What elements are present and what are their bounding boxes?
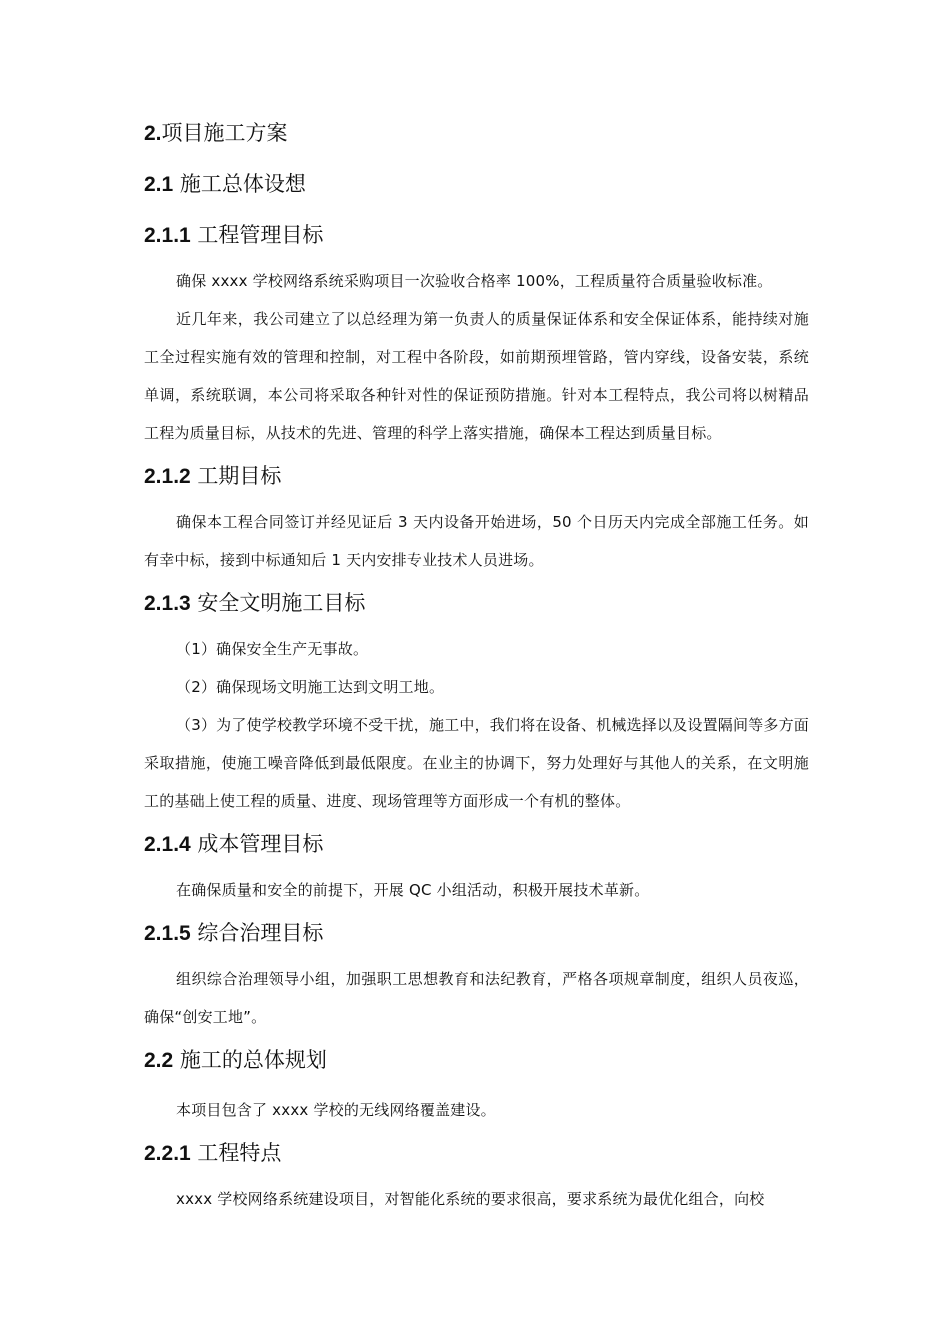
heading-number: 2.1.2 (144, 465, 191, 488)
heading-text: 项目施工方案 (161, 121, 288, 145)
document-body (144, 113, 809, 1218)
heading-number: 2.2.1 (144, 1142, 191, 1165)
paragraph-project-scope: 本项目包含了 xxxx 学校的无线网络覆盖建设。 (176, 1101, 496, 1119)
heading-number: 2.1.4 (144, 833, 191, 856)
list-item-safety-2: （2）确保现场文明施工达到文明工地。 (176, 678, 445, 696)
heading-number: 2.1.3 (144, 592, 191, 615)
heading-2 (144, 113, 809, 154)
paragraph-governance-target: 组织综合治理领导小组，加强职工思想教育和法纪教育，严格各项规章制度，组织人员夜巡，确保“创安工地”。 (144, 970, 809, 1026)
heading-text: 工程管理目标 (190, 223, 324, 247)
paragraph-project-features: xxxx 学校网络系统建设项目，对智能化系统的要求很高，要求系统为最优化组合，向校 (176, 1190, 765, 1208)
heading-2-1-3 (144, 583, 809, 624)
heading-2-2-1 (144, 1133, 809, 1174)
heading-text: 综合治理目标 (190, 921, 324, 945)
heading-number: 2. (144, 122, 162, 145)
heading-text: 施工的总体规划 (173, 1048, 327, 1072)
paragraph-quality-target: 确保 xxxx 学校网络系统采购项目一次验收合格率 100%，工程质量符合质量验收标准。 (176, 272, 773, 290)
heading-number: 2.1.5 (144, 922, 191, 945)
heading-text: 成本管理目标 (190, 832, 324, 856)
paragraph-schedule-target: 确保本工程合同签订并经见证后 3 天内设备开始进场，50 个日历天内完成全部施工任务。如有幸中标，接到中标通知后 1 天内安排专业技术人员进场。 (144, 513, 809, 569)
heading-2-1-2 (144, 456, 809, 497)
heading-text: 工期目标 (190, 464, 282, 488)
heading-text: 安全文明施工目标 (190, 591, 366, 615)
paragraph-quality-system: 近几年来，我公司建立了以总经理为第一负责人的质量保证体系和安全保证体系，能持续对施工全过程实施有效的管理和控制，对工程中各阶段，如前期预埋管路，管内穿线，设备安装，系统单调，系统联调，本公司将采取各种针对性的保证预防措施。针对本工程特点，我公司将以树精品工程为质量目标，从技术的先进、管理的科学上落实措施，确保本工程达到质量目标。 (144, 310, 809, 442)
list-item-safety-3: （3）为了使学校教学环境不受干扰，施工中，我们将在设备、机械选择以及设置隔间等多方面采取措施，使施工噪音降低到最低限度。在业主的协调下，努力处理好与其他人的关系，在文明施工的基础上使工程的质量、进度、现场管理等方面形成一个有机的整体。 (144, 716, 809, 810)
heading-text: 施工总体设想 (173, 172, 306, 196)
paragraph-cost-target: 在确保质量和安全的前提下，开展 QC 小组活动，积极开展技术革新。 (176, 881, 650, 899)
heading-text: 工程特点 (190, 1141, 282, 1165)
heading-2-1-1 (144, 215, 809, 256)
heading-2-2 (144, 1040, 809, 1081)
heading-number: 2.1 (144, 173, 174, 196)
heading-number: 2.1.1 (144, 224, 191, 247)
heading-2-1 (144, 164, 809, 205)
heading-2-1-4 (144, 824, 809, 865)
list-item-safety-1: （1）确保安全生产无事故。 (176, 640, 369, 658)
heading-number: 2.2 (144, 1049, 174, 1072)
heading-2-1-5 (144, 913, 809, 954)
